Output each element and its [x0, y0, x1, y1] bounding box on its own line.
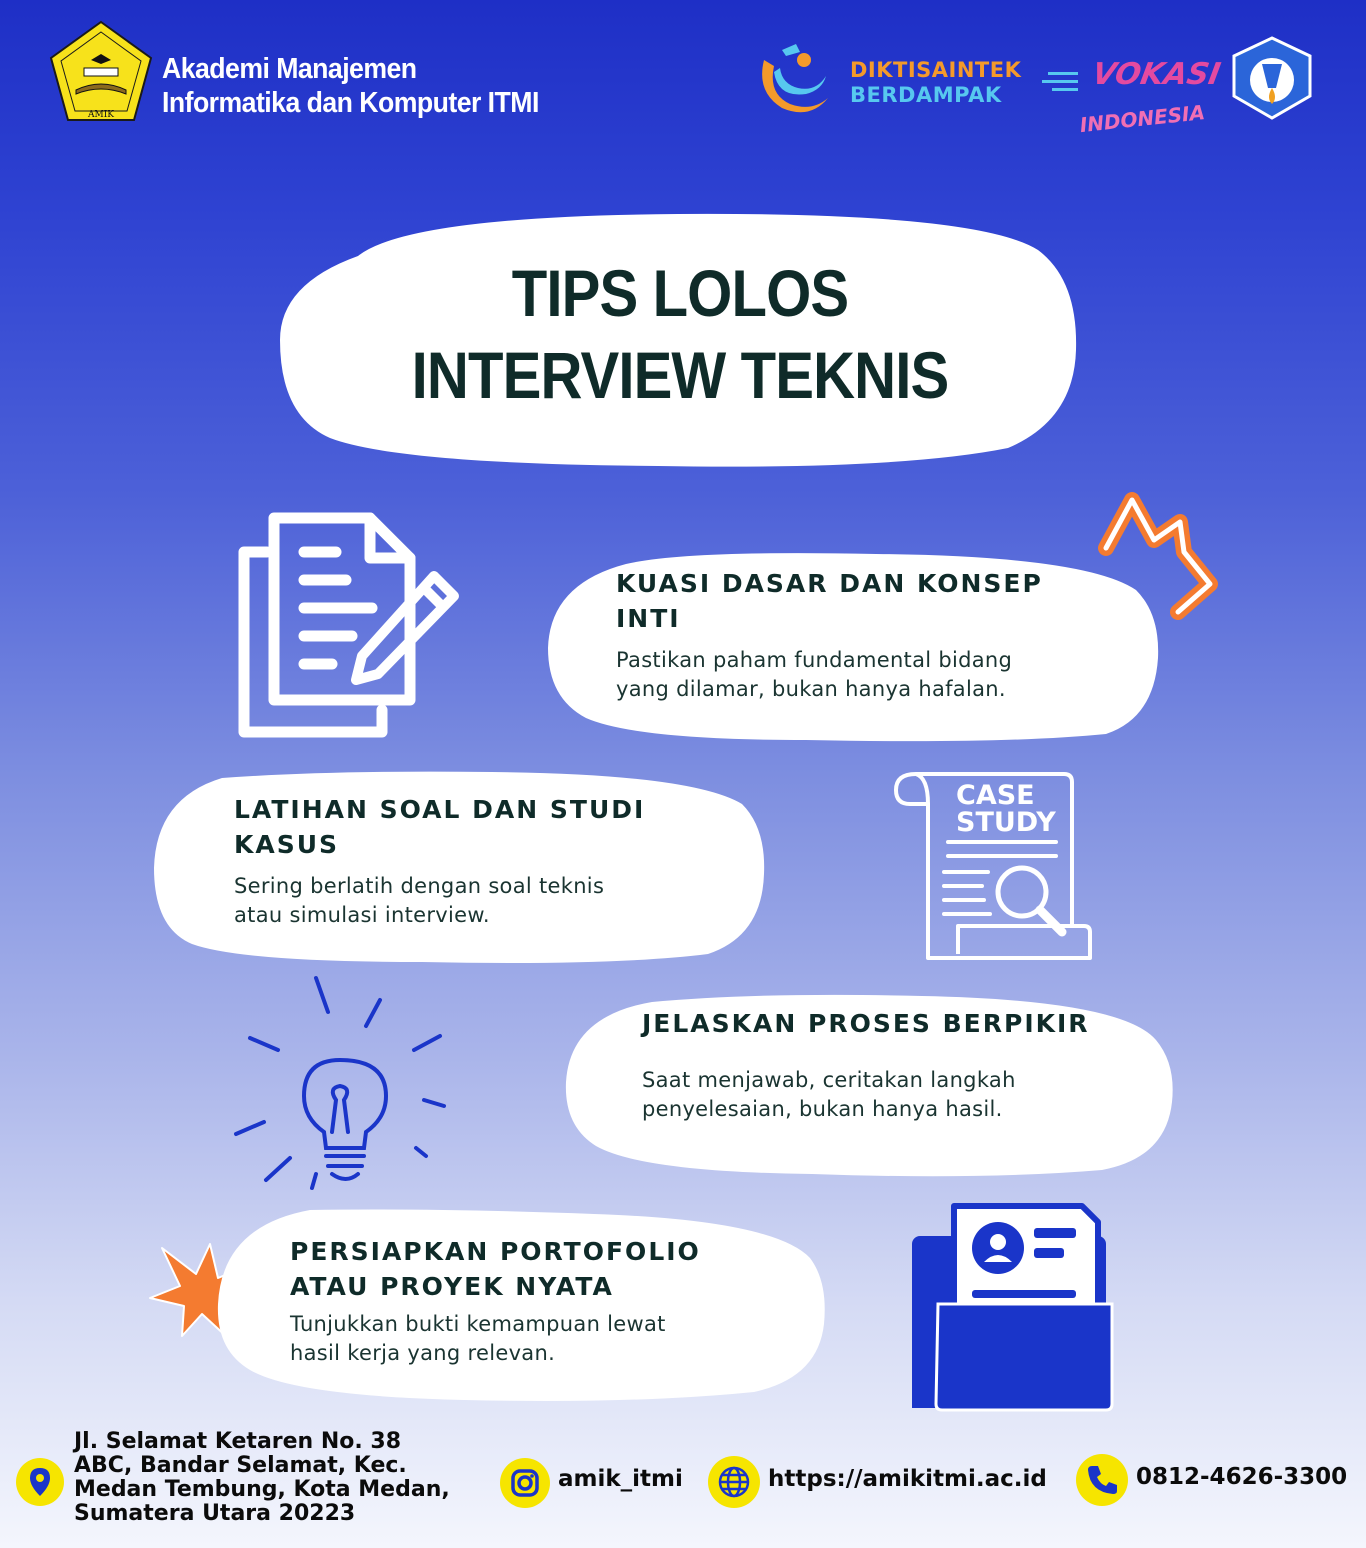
website-badge[interactable]	[708, 1456, 760, 1508]
tip-2-heading-line2: KASUS	[234, 830, 340, 859]
address-line1: Jl. Selamat Ketaren No. 38	[74, 1429, 402, 1454]
location-pin-icon	[16, 1458, 64, 1506]
tip-2-body	[234, 872, 604, 930]
instagram-icon	[500, 1458, 550, 1508]
title-line2: INTERVIEW TEKNIS	[411, 338, 949, 412]
tip-3-heading	[642, 1006, 1090, 1041]
svg-text:VOKASI: VOKASI	[1089, 57, 1224, 92]
document-pencil-icon	[232, 510, 468, 744]
tip-3-body-line2: penyelesaian, bukan hanya hasil.	[642, 1097, 1003, 1121]
diktisaintek-line2: BERDAMPAK	[850, 83, 1002, 107]
tutwuri-handayani-logo	[1228, 34, 1316, 122]
tip-1-body	[616, 646, 1012, 704]
diktisaintek-line1: DIKTISAINTEK	[850, 58, 1022, 82]
svg-text:CASE: CASE	[956, 780, 1035, 811]
case-study-scroll-icon	[892, 768, 1096, 964]
tip-3-heading-line1: JELASKAN PROSES BERPIKIR	[642, 1009, 1090, 1038]
institution-name	[162, 52, 539, 120]
institution-name-line2: Informatika dan Komputer ITMI	[162, 87, 539, 119]
tip-2-heading	[234, 792, 645, 862]
tip-3-body	[642, 1066, 1016, 1124]
location-badge	[16, 1458, 64, 1506]
page-title	[300, 252, 1060, 416]
globe-icon	[708, 1456, 760, 1508]
website-link[interactable]: https://amikitmi.ac.id	[768, 1466, 1047, 1492]
tip-4-body-line2: hasil kerja yang relevan.	[290, 1341, 556, 1365]
tip-2-heading-line1: LATIHAN SOAL DAN STUDI	[234, 795, 646, 824]
tip-1-body-line1: Pastikan paham fundamental bidang	[616, 648, 1013, 672]
diktisaintek-logo-icon	[752, 42, 832, 122]
address-line3: Medan Tembung, Kota Medan,	[74, 1477, 450, 1502]
tip-2-body-line2: atau simulasi interview.	[234, 903, 490, 927]
phone-badge[interactable]	[1076, 1454, 1128, 1506]
vokasi-logo	[1040, 44, 1224, 138]
tip-1-heading-line1: KUASI DASAR DAN KONSEP	[616, 569, 1043, 598]
tip-4-heading	[290, 1234, 701, 1304]
institution-name-line1: Akademi Manajemen	[162, 53, 417, 85]
tip-3-body-line1: Saat menjawab, ceritakan langkah	[642, 1068, 1016, 1092]
tip-1-heading-line2: INTI	[616, 604, 681, 633]
tip-4-heading-line2: ATAU PROYEK NYATA	[290, 1272, 614, 1301]
svg-text:STUDY: STUDY	[956, 807, 1056, 838]
lightbulb-icon	[228, 972, 454, 1192]
svg-text:AMIK: AMIK	[88, 110, 114, 120]
amik-logo	[46, 20, 156, 130]
phone-icon	[1076, 1454, 1128, 1506]
tip-1-body-line2: yang dilamar, bukan hanya hafalan.	[616, 677, 1006, 701]
tip-4-heading-line1: PERSIAPKAN PORTOFOLIO	[290, 1237, 701, 1266]
address	[74, 1430, 450, 1526]
tip-2-body-line1: Sering berlatih dengan soal teknis	[234, 874, 605, 898]
address-line2: ABC, Bandar Selamat, Kec.	[74, 1453, 407, 1478]
tip-4-body-line1: Tunjukkan bukti kemampuan lewat	[290, 1312, 666, 1336]
svg-text:INDONESIA: INDONESIA	[1078, 100, 1206, 138]
instagram-handle[interactable]: amik_itmi	[558, 1466, 683, 1492]
portfolio-folder-icon	[908, 1200, 1116, 1412]
tip-4-body	[290, 1310, 666, 1368]
title-line1: TIPS LOLOS	[511, 256, 849, 330]
address-line4: Sumatera Utara 20223	[74, 1501, 356, 1526]
tip-1-heading	[616, 566, 1043, 636]
instagram-badge[interactable]	[500, 1458, 550, 1508]
phone-number[interactable]: 0812-4626-3300	[1136, 1464, 1348, 1490]
diktisaintek-text	[850, 58, 1021, 108]
